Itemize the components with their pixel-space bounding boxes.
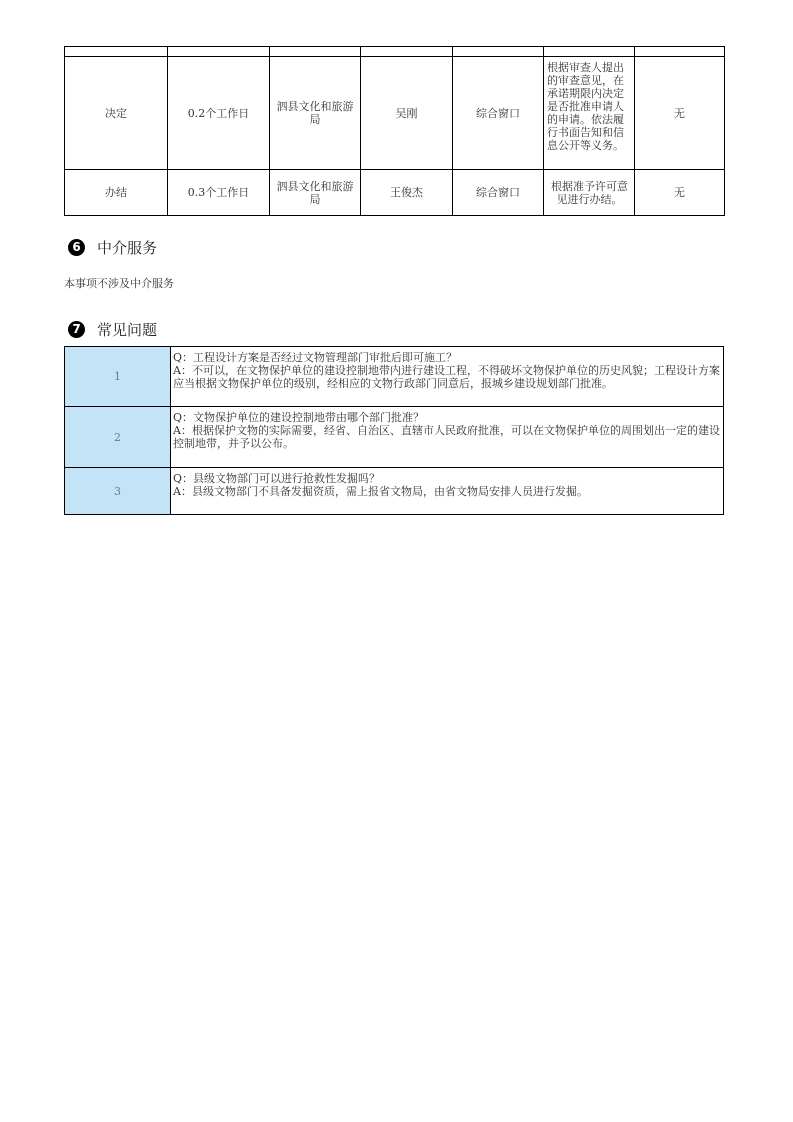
faq-row (65, 407, 724, 468)
faq-answer: A：根据保护文物的实际需要，经省、自治区、直辖市人民政府批准，可以在文物保护单位的周围划出一定的建设控制地带，并予以公布。 (173, 424, 720, 450)
faq-content (171, 468, 724, 515)
faq-index: 2 (65, 407, 171, 468)
process-table (64, 46, 725, 216)
table-row (65, 57, 725, 170)
step-cell: 决定 (65, 57, 168, 170)
table-row (65, 170, 725, 216)
remark-cell: 无 (635, 57, 725, 170)
location-cell: 综合窗口 (453, 57, 544, 170)
section-faq-heading (68, 319, 157, 340)
faq-content (171, 407, 724, 468)
section-number-badge: 6 (68, 239, 85, 256)
duration-cell: 0.2个工作日 (168, 57, 270, 170)
faq-answer: A：县级文物部门不具备发掘资质，需上报省文物局，由省文物局安排人员进行发掘。 (173, 485, 588, 498)
faq-row (65, 347, 724, 407)
faq-question: Q：文物保护单位的建设控制地带由哪个部门批准？ (173, 411, 425, 424)
section-title: 中介服务 (97, 239, 158, 257)
section-number-badge: 7 (68, 321, 85, 338)
department-cell: 泗县文化和旅游局 (270, 57, 361, 170)
faq-answer: A：不可以，在文物保护单位的建设控制地带内进行建设工程，不得破坏文物保护单位的历史风貌；工程设计方案应当根据文物保护单位的级别，经相应的文物行政部门同意后，报城乡建设规划部门批准。 (173, 364, 720, 390)
person-cell: 吴刚 (361, 57, 453, 170)
faq-table (64, 346, 724, 515)
step-cell: 办结 (65, 170, 168, 216)
faq-content (171, 347, 724, 407)
intermediary-note: 本事项不涉及中介服务 (64, 277, 174, 290)
faq-index: 3 (65, 468, 171, 515)
duration-cell: 0.3个工作日 (168, 170, 270, 216)
remark-cell: 无 (635, 170, 725, 216)
faq-row (65, 468, 724, 515)
section-title: 常见问题 (97, 321, 158, 339)
opinion-cell: 根据准予许可意见进行办结。 (544, 170, 635, 216)
opinion-cell: 根据审查人提出的审查意见，在承诺期限内决定是否批准申请人的申请。依法履行书面告知和信息公开等义务。 (544, 57, 635, 170)
location-cell: 综合窗口 (453, 170, 544, 216)
section-intermediary-heading (68, 237, 157, 258)
faq-index: 1 (65, 347, 171, 407)
person-cell: 王俊杰 (361, 170, 453, 216)
table-row-continuation (65, 47, 725, 57)
faq-question: Q：工程设计方案是否经过文物管理部门审批后即可施工？ (173, 351, 458, 364)
faq-question: Q：县级文物部门可以进行抢救性发掘吗？ (173, 472, 381, 485)
department-cell: 泗县文化和旅游局 (270, 170, 361, 216)
